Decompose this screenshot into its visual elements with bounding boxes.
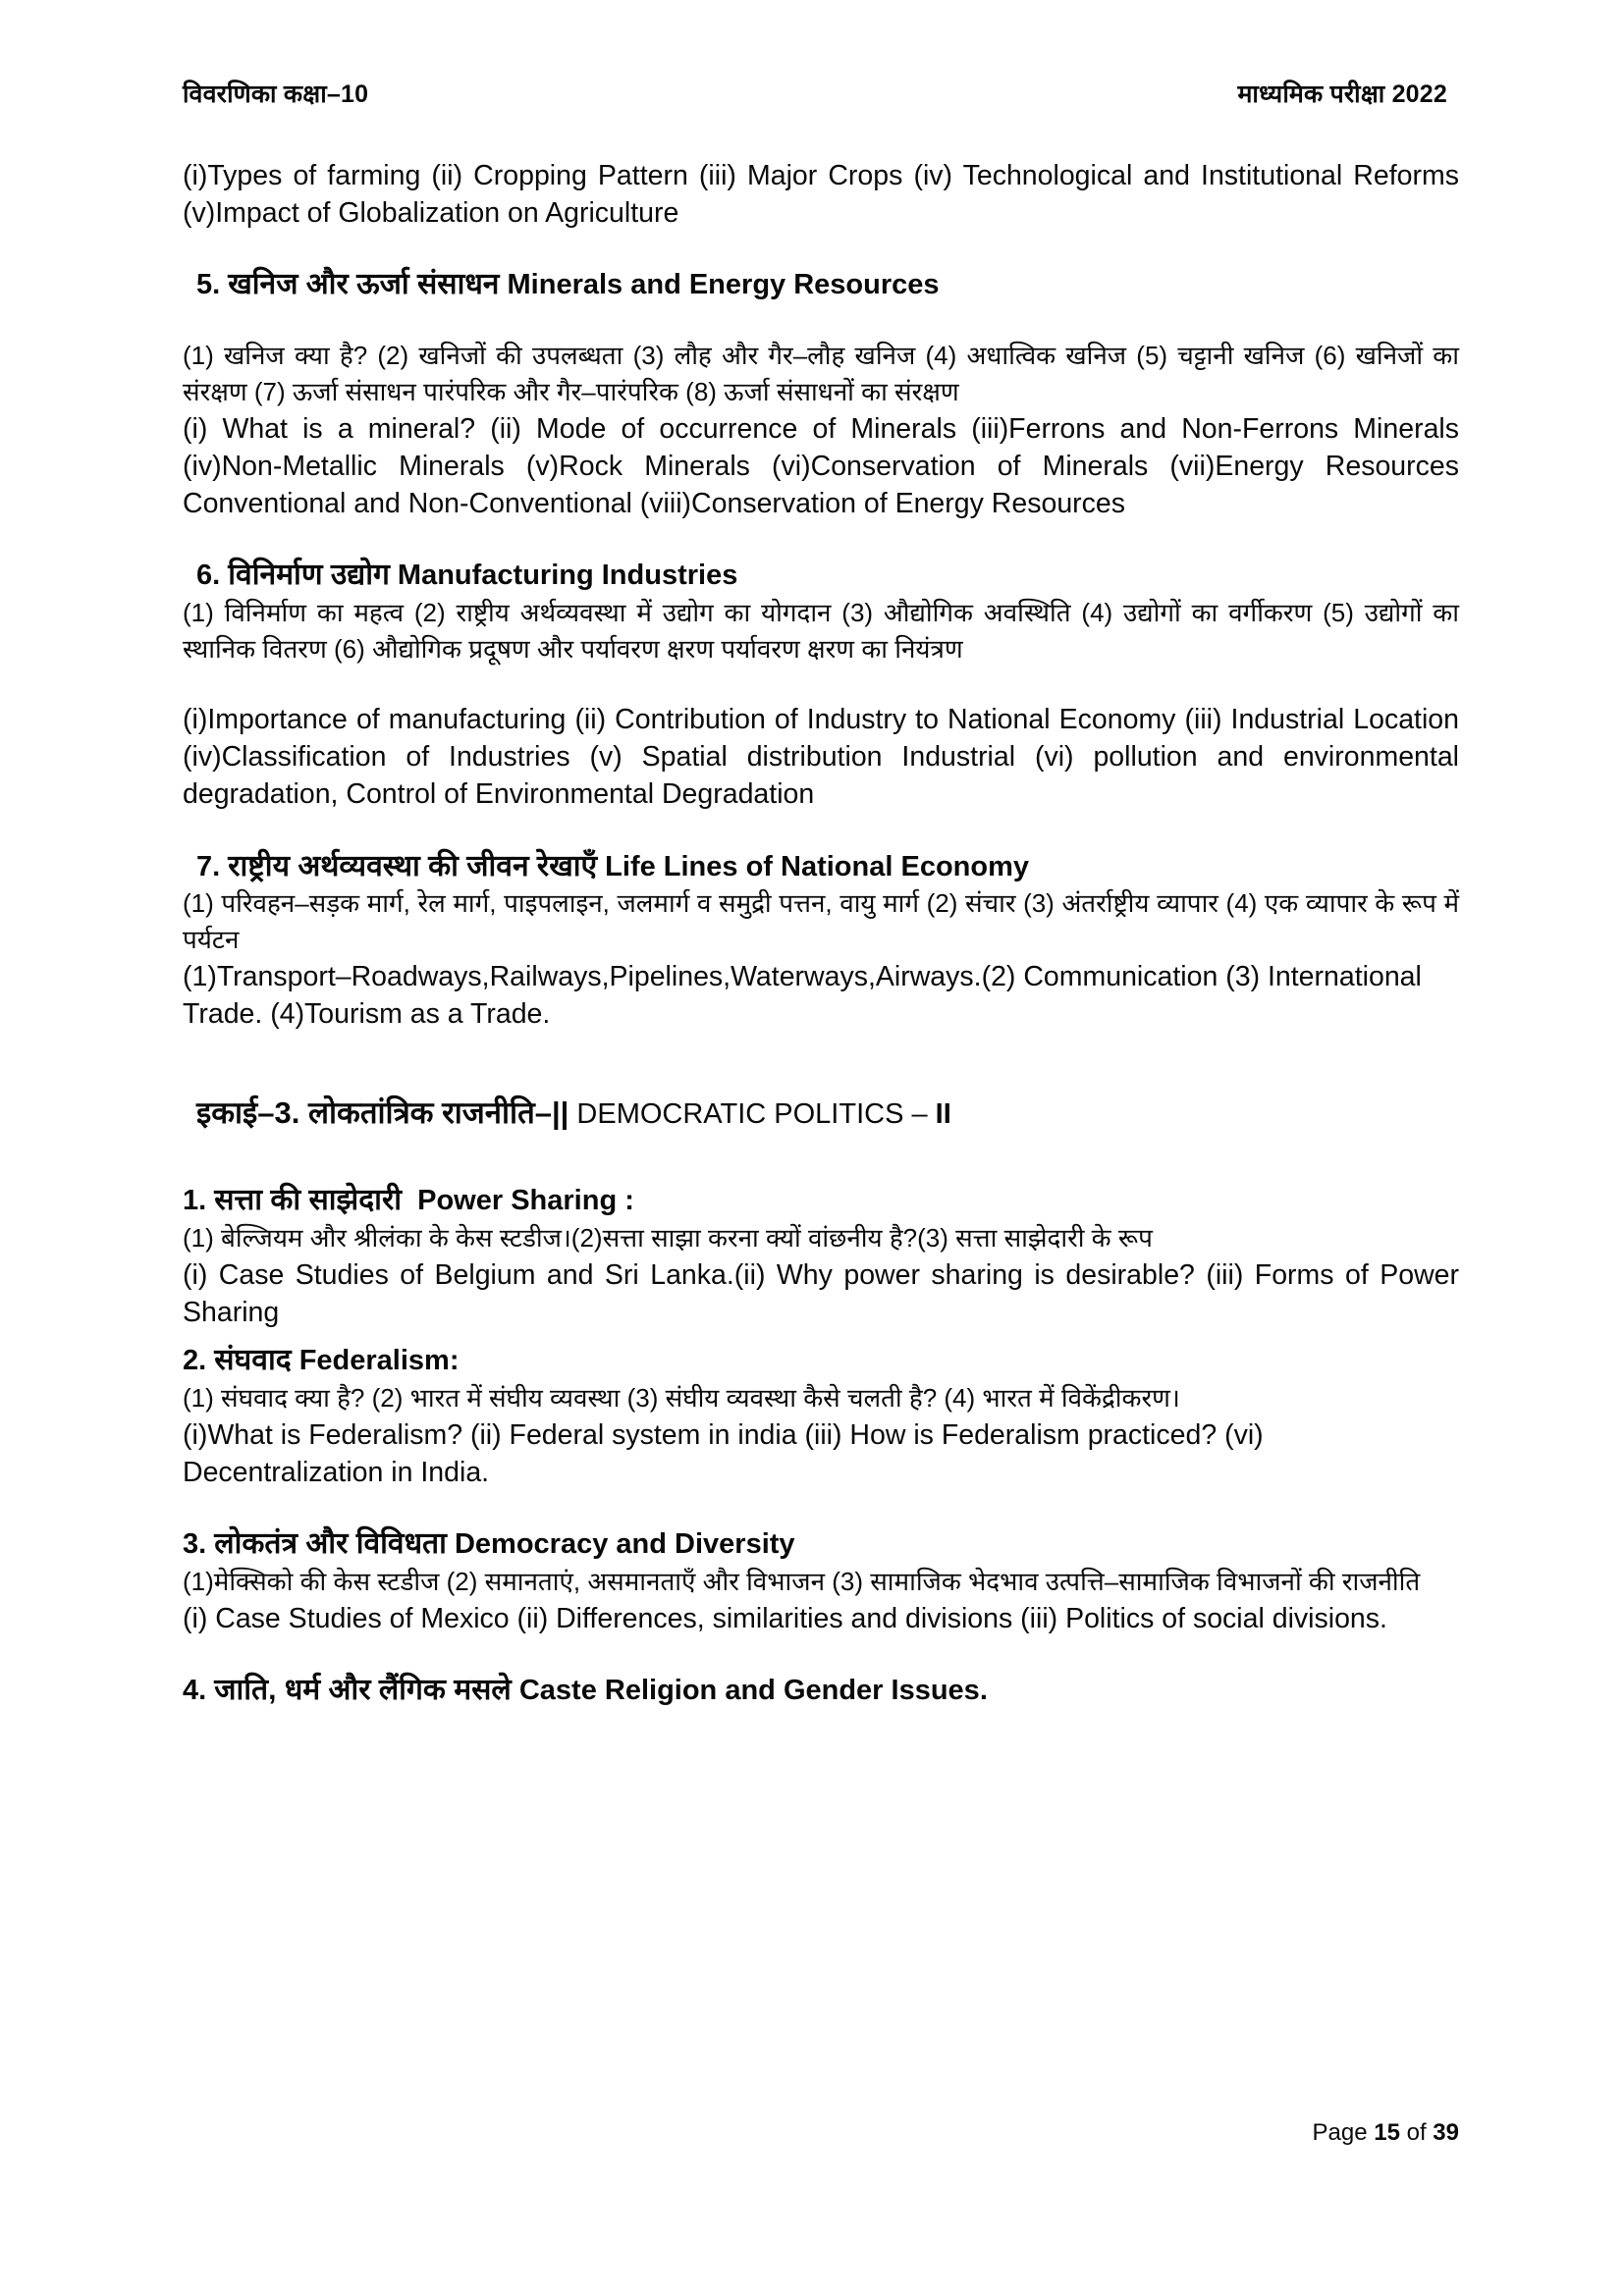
politics-title-hi-2: संघवाद [214, 1344, 292, 1377]
section-number-5: 5. [196, 269, 221, 301]
page-content [183, 77, 1459, 1709]
unit-numeral-hi: || [552, 1095, 569, 1131]
footer-page-prefix: Page [1312, 2119, 1375, 2146]
politics-hindi-2: (1) संघवाद क्या है? (2) भारत में संघीय व्यवस्था (3) संघीय व्यवस्था कैसे चलती है? (4) भारत में विकेंद्रीकरण। [183, 1382, 1180, 1413]
politics-title-en-3: Democracy and Diversity [454, 1528, 795, 1560]
section-number-6: 6. [196, 560, 221, 592]
unit-numeral-en: II [935, 1098, 951, 1131]
politics-heading-3 [183, 1524, 1459, 1564]
page-footer [1313, 2119, 1459, 2147]
footer-page-total: 39 [1433, 2119, 1459, 2146]
politics-title-en-1: Power Sharing : [417, 1185, 634, 1217]
unit-title-en: DEMOCRATIC POLITICS – [568, 1098, 936, 1131]
politics-title-hi-1: सत्ता की साझेदारी [214, 1184, 402, 1217]
politics-english-2: (i)What is Federalism? (ii) Federal system in india (iii) How is Federalism practiced? (vi) Decentralization in India. [183, 1418, 1264, 1488]
politics-number-1: 1. [183, 1185, 207, 1217]
politics-heading-2 [183, 1341, 1459, 1380]
section-hindi-5: (1) खनिज क्या है? (2) खनिजों की उपलब्धता (3) लौह और गैर–लौह खनिज (4) अधात्विक खनिज (5) चट्टानी खनिज (6) खनिजों का संरक्षण (7) ऊर्जा संसाधन पारंपरिक और गैर–पारंपरिक (8) ऊर्जा संसाधनों का संरक्षण [183, 341, 1459, 406]
section-english-7: (1)Transport–Roadways,Railways,Pipelines,Waterways,Airways.(2) Communication (3) International Trade. (4)Tourism as a Trade. [183, 961, 1422, 1031]
politics-hindi-1: (1) बेल्जियम और श्रीलंका के केस स्टडीज।(2)सत्ता साझा करना क्यों वांछनीय है?(3) सत्ता साझेदारी के रूप [183, 1222, 1153, 1253]
section-number-7: 7. [196, 850, 221, 882]
politics-english-3: (i) Case Studies of Mexico (ii) Differences, similarities and divisions (iii) Politics of social divisions. [183, 1602, 1387, 1634]
politics-number-3: 3. [183, 1528, 207, 1560]
footer-page-middle: of [1399, 2119, 1434, 2146]
running-head-left: विवरणिका कक्षा–10 [183, 80, 369, 108]
unit-title-hi: इकाई–3. लोकतांत्रिक राजनीति– [196, 1095, 552, 1131]
section-english-5: (i) What is a mineral? (ii) Mode of occurrence of Minerals (iii)Ferrons and Non-Ferrons Minerals (iv)Non-Metallic Minerals (v)Rock Minerals (vi)Conservation of Minerals (vii)Energy Resources Conventional and Non-Conventional (viii)Conservation of Energy Resources [183, 412, 1459, 520]
section-title-en-6: Manufacturing Industries [397, 560, 738, 592]
intro-paragraph: (i)Types of farming (ii) Cropping Pattern (iii) Major Crops (iv) Technological and Institutional Reforms (v)Impact of Globalization on Agriculture [183, 160, 1459, 230]
politics-hindi-3: (1)मेक्सिको की केस स्टडीज (2) समानताएं, असमानताएँ और विभाजन (3) सामाजिक भेदभाव उत्पत्ति–सामाजिक विभाजनों की राजनीति [183, 1566, 1421, 1596]
section-title-en-7: Life Lines of National Economy [605, 850, 1029, 882]
section-english-6: (i)Importance of manufacturing (ii) Contribution of Industry to National Economy (iii) Industrial Location (iv)Classification of Industries (v) Spatial distribution Industrial (vi) pollution and environmental degradation, Control of Environmental Degradation [183, 703, 1459, 811]
politics-number-4: 4. [183, 1674, 207, 1706]
section-heading-7 [183, 847, 1459, 886]
footer-page-current: 15 [1374, 2119, 1400, 2146]
politics-number-2: 2. [183, 1345, 207, 1377]
politics-english-1: (i) Case Studies of Belgium and Sri Lanka.(ii) Why power sharing is desirable? (iii) Forms of Power Sharing [183, 1258, 1459, 1328]
politics-title-en-4: Caste Religion and Gender Issues. [518, 1674, 988, 1706]
section-title-hi-6: विनिर्माण उद्योग [228, 559, 390, 592]
section-hindi-6: (1) विनिर्माण का महत्व (2) राष्ट्रीय अर्थव्यवस्था में उद्योग का योगदान (3) औद्योगिक अवस्थिति (4) उद्योगों का वर्गीकरण (5) उद्योगों का स्थानिक वितरण (6) औद्योगिक प्रदूषण और पर्यावरण क्षरण पर्यावरण क्षरण का नियंत्रण [183, 598, 1459, 665]
unit-heading [183, 1094, 1459, 1134]
section-title-hi-5: खनिज और ऊर्जा संसाधन [228, 268, 500, 301]
section-heading-5 [183, 265, 1459, 304]
section-title-en-5: Minerals and Energy Resources [507, 269, 940, 301]
politics-title-hi-3: लोकतंत्र और विविधता [214, 1527, 447, 1560]
politics-heading-1 [183, 1181, 1459, 1220]
section-title-hi-7: राष्ट्रीय अर्थव्यवस्था की जीवन रेखाएँ [228, 849, 598, 882]
running-head-right: माध्यमिक परीक्षा 2022 [1237, 80, 1447, 108]
politics-title-en-2: Federalism: [298, 1345, 460, 1377]
section-hindi-7: (1) परिवहन–सड़क मार्ग, रेल मार्ग, पाइपलाइन, जलमार्ग व समुद्री पत्तन, वायु मार्ग (2) संचार (3) अंतर्राष्ट्रीय व्यापार (4) एक व्यापार के रूप में पर्यटन [183, 888, 1459, 955]
section-heading-6 [183, 556, 1459, 595]
politics-title-hi-4: जाति, धर्म और लैंगिक मसले [214, 1673, 512, 1706]
politics-heading-4 [183, 1671, 1459, 1710]
running-head [183, 77, 1459, 110]
